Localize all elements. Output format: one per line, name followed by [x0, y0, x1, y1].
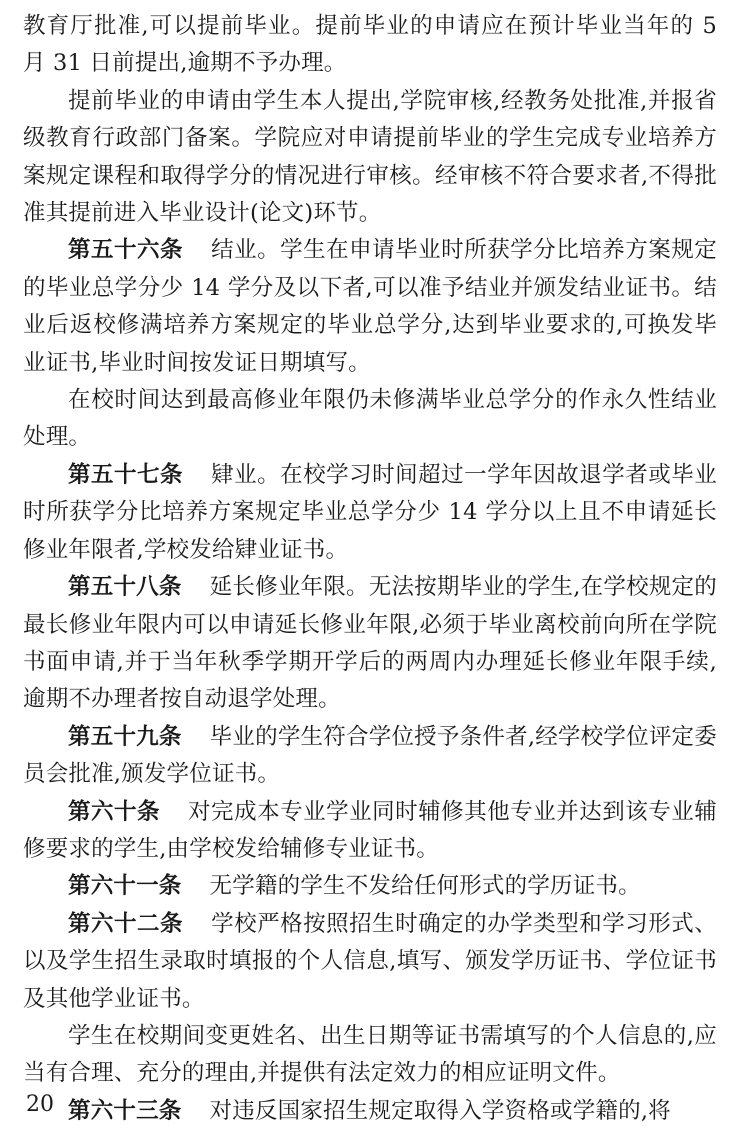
paragraph-text: 无学籍的学生不发给任何形式的学历证书。 [209, 873, 641, 900]
page-number: 20 [26, 1092, 54, 1117]
paragraph-3 [23, 232, 717, 382]
paragraph-5 [23, 457, 717, 569]
paragraph-11 [23, 1018, 717, 1093]
paragraph-text: 教育厅批准,可以提前毕业。提前毕业的申请应在预计毕业当年的 5 月 31 日前提出,逾期不予办理。 [23, 13, 717, 77]
article-heading: 第五十六条 [68, 237, 184, 264]
article-heading: 第六十三条 [68, 1097, 182, 1124]
paragraph-12 [23, 1093, 717, 1130]
article-heading: 第六十二条 [68, 910, 184, 937]
paragraph-1 [23, 8, 717, 83]
paragraph-text: 延长修业年限。无法按期毕业的学生,在学校规定的最长修业年限内可以申请延长修业年限,必须于毕业离校前向所在学院书面申请,并于当年秋季学期开学后的两周内办理延长修业年限手续,逾期不办理者按自动退学处理。 [23, 574, 717, 713]
paragraph-2 [23, 83, 717, 233]
article-heading: 第六十条 [68, 798, 161, 825]
paragraph-text: 毕业的学生符合学位授予条件者,经学校学位评定委员会批准,颁发学位证书。 [23, 723, 717, 788]
paragraph-text: 结业。学生在申请毕业时所获学分比培养方案规定的毕业总学分少 14 学分及以下者,可以准予结业并颁发结业证书。结业后返校修满培养方案规定的毕业总学分,达到毕业要求的,可换发毕业证书,毕业时间按发证日期填写。 [23, 237, 717, 376]
paragraph-text: 学生在校期间变更姓名、出生日期等证书需填写的个人信息的,应当有合理、充分的理由,并提供有法定效力的相应证明文件。 [23, 1022, 717, 1087]
article-heading: 第五十八条 [68, 574, 182, 601]
paragraph-text: 在校时间达到最高修业年限仍未修满毕业总学分的作永久性结业处理。 [23, 387, 717, 451]
paragraph-4 [23, 382, 717, 457]
paragraph-10 [23, 906, 717, 1018]
article-heading: 第五十七条 [68, 461, 184, 488]
article-heading: 第六十一条 [68, 873, 182, 900]
paragraph-text: 学校严格按照招生时确定的办学类型和学习形式、以及学生招生录取时填报的个人信息,填写、颁发学历证书、学位证书及其他学业证书。 [23, 910, 717, 1012]
paragraph-6 [23, 569, 717, 719]
paragraph-text: 肄业。在校学习时间超过一学年因故退学者或毕业时所获学分比培养方案规定毕业总学分少 14 学分以上且不申请延长修业年限者,学校发给肄业证书。 [23, 461, 717, 563]
paragraph-text: 对违反国家招生规定取得入学资格或学籍的,将 [209, 1097, 671, 1124]
document-page [23, 8, 717, 1130]
paragraph-text: 提前毕业的申请由学生本人提出,学院审核,经教务处批准,并报省级教育行政部门备案。学院应对申请提前毕业的学生完成专业培养方案规定课程和取得学分的情况进行审核。经审核不符合要求者,不得批准其提前进入毕业设计(论文)环节。 [23, 87, 717, 227]
paragraph-9 [23, 868, 717, 905]
paragraph-8 [23, 794, 717, 869]
article-heading: 第五十九条 [68, 723, 182, 750]
paragraph-text: 对完成本专业学业同时辅修其他专业并达到该专业辅修要求的学生,由学校发给辅修专业证书。 [23, 798, 717, 862]
paragraph-7 [23, 719, 717, 794]
